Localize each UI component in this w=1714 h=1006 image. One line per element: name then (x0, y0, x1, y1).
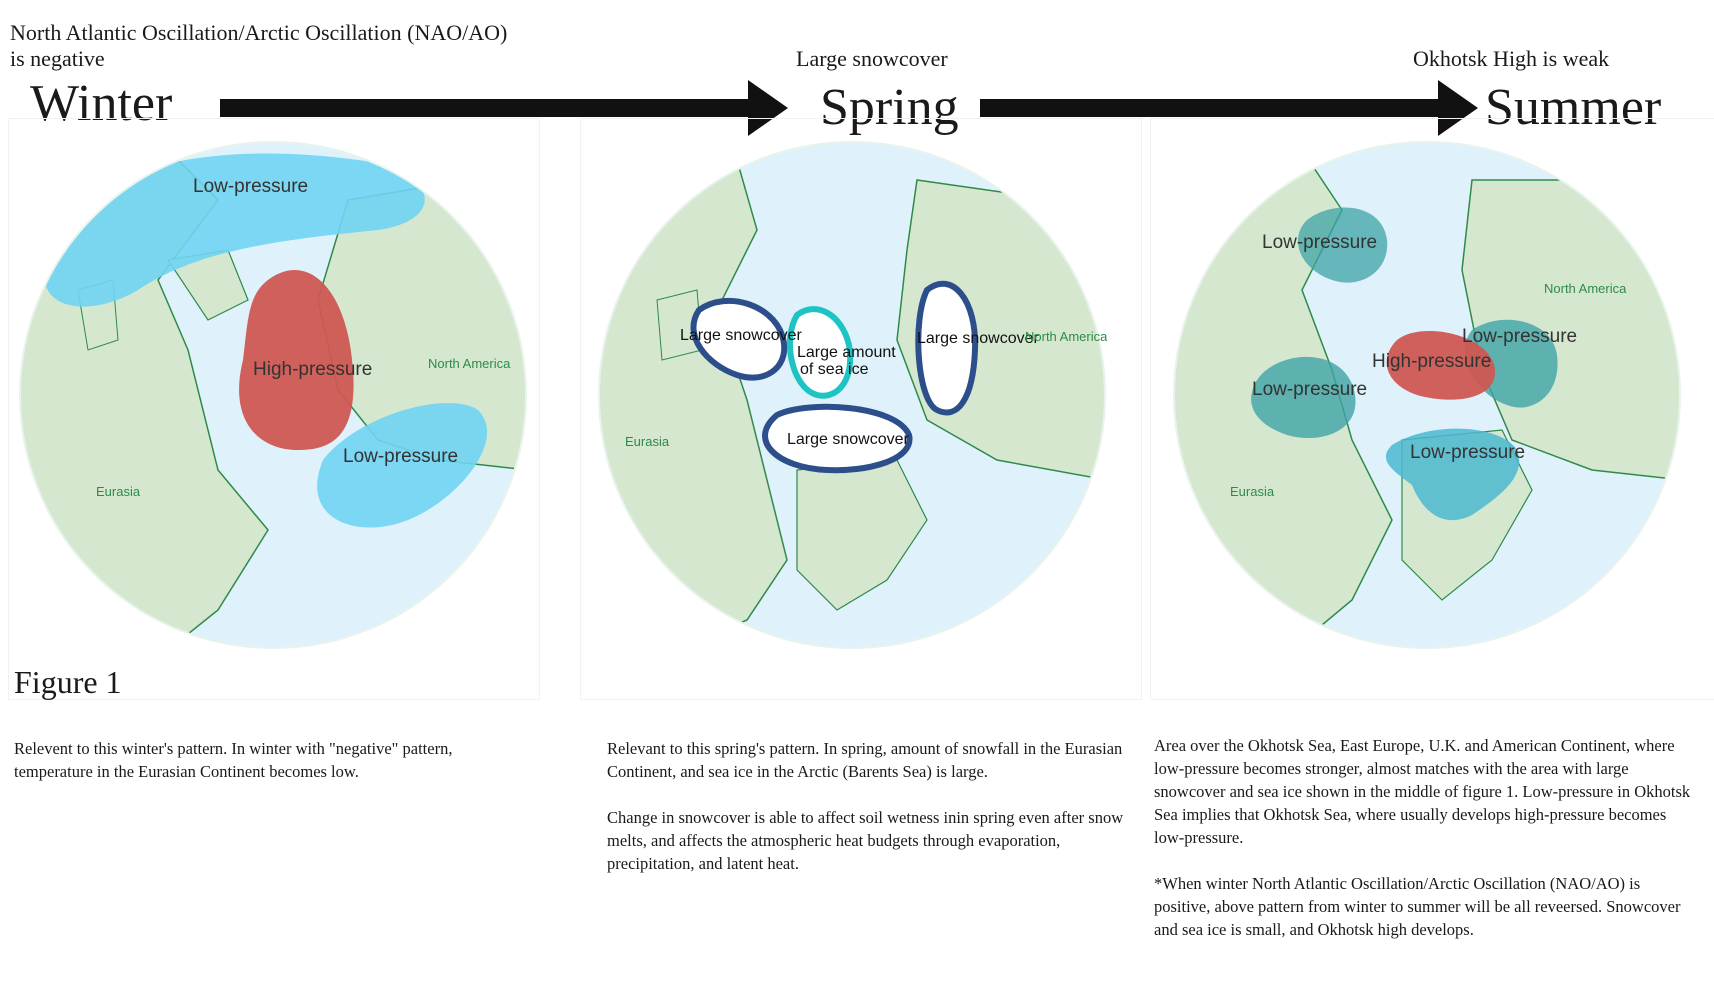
arrow-winter-to-spring (220, 99, 750, 117)
label-low-pressure-top: Low-pressure (193, 176, 309, 197)
spring-note: Large snowcover (796, 46, 948, 71)
label-sea-ice-line1: Large amount (797, 344, 896, 361)
summer-note: Okhotsk High is weak (1413, 46, 1610, 71)
label-eurasia: Eurasia (96, 484, 141, 499)
label-snow-left: Large snowcover (680, 327, 802, 344)
season-winter: Winter (30, 75, 173, 132)
season-spring: Spring (820, 79, 959, 136)
caption-spring-p2: Change in snowcover is able to affect soil wetness inin spring even after snow melts, and affects the atmospheric heat budgets through evaporation, precipitation, and latent heat. (607, 808, 1124, 873)
season-summer: Summer (1485, 79, 1662, 136)
label-low-bottom: Low-pressure (1410, 442, 1526, 463)
label-eurasia: Eurasia (1230, 484, 1275, 499)
label-low-pressure-right: Low-pressure (343, 446, 459, 467)
label-low-left: Low-pressure (1252, 379, 1368, 400)
arrow-spring-to-summer (980, 99, 1440, 117)
label-low-right: Low-pressure (1462, 326, 1578, 347)
label-eurasia: Eurasia (625, 434, 670, 449)
label-north-america: North America (1544, 281, 1627, 296)
map-spring (597, 140, 1107, 650)
winter-note (10, 20, 507, 72)
label-high: High-pressure (1372, 351, 1492, 372)
caption-summer-p1: Area over the Okhotsk Sea, East Europe, U.K. and American Continent, where low-pressure becomes stronger, almost matches with the area with large snowcover and sea ice shown in the middle of figure 1. Low-pressure in Okhotsk Sea implies that Okhotsk Sea, where usually develops high-pressure becomes low-pressure. (1154, 736, 1691, 847)
label-snow-right: Large snowcover (917, 330, 1039, 347)
figure-label: Figure 1 (14, 664, 122, 700)
label-north-america: North America (1025, 329, 1107, 344)
map-summer (1172, 140, 1682, 650)
label-north-america: North America (428, 356, 511, 371)
caption-summer-p2: *When winter North Atlantic Oscillation/Arctic Oscillation (NAO/AO) is positive, above pattern from winter to summer will be all reveersed. Snowcover and sea ice is small, and Okhotsk high develops. (1154, 874, 1681, 939)
caption-summer (1154, 734, 1699, 964)
caption-winter-text: Relevent to this winter's pattern. In winter with "negative" pattern, temperature in the Eurasian Continent becomes low. (14, 739, 453, 781)
caption-spring (607, 737, 1137, 898)
label-sea-ice-line2: of sea ice (800, 361, 869, 378)
caption-spring-p1: Relevant to this spring's pattern. In spring, amount of snowfall in the Eurasian Continent, and sea ice in the Arctic (Barents Sea) is large. (607, 739, 1123, 781)
label-low-top: Low-pressure (1262, 232, 1378, 253)
label-snow-bottom: Large snowcover (787, 431, 909, 448)
snowcover-right-region (918, 284, 975, 413)
map-winter (18, 140, 528, 650)
caption-winter (14, 737, 534, 806)
winter-note-line2: is negative (10, 46, 105, 71)
winter-note-line1: North Atlantic Oscillation/Arctic Oscillation (NAO/AO) (10, 20, 508, 45)
label-high-pressure: High-pressure (253, 359, 373, 380)
